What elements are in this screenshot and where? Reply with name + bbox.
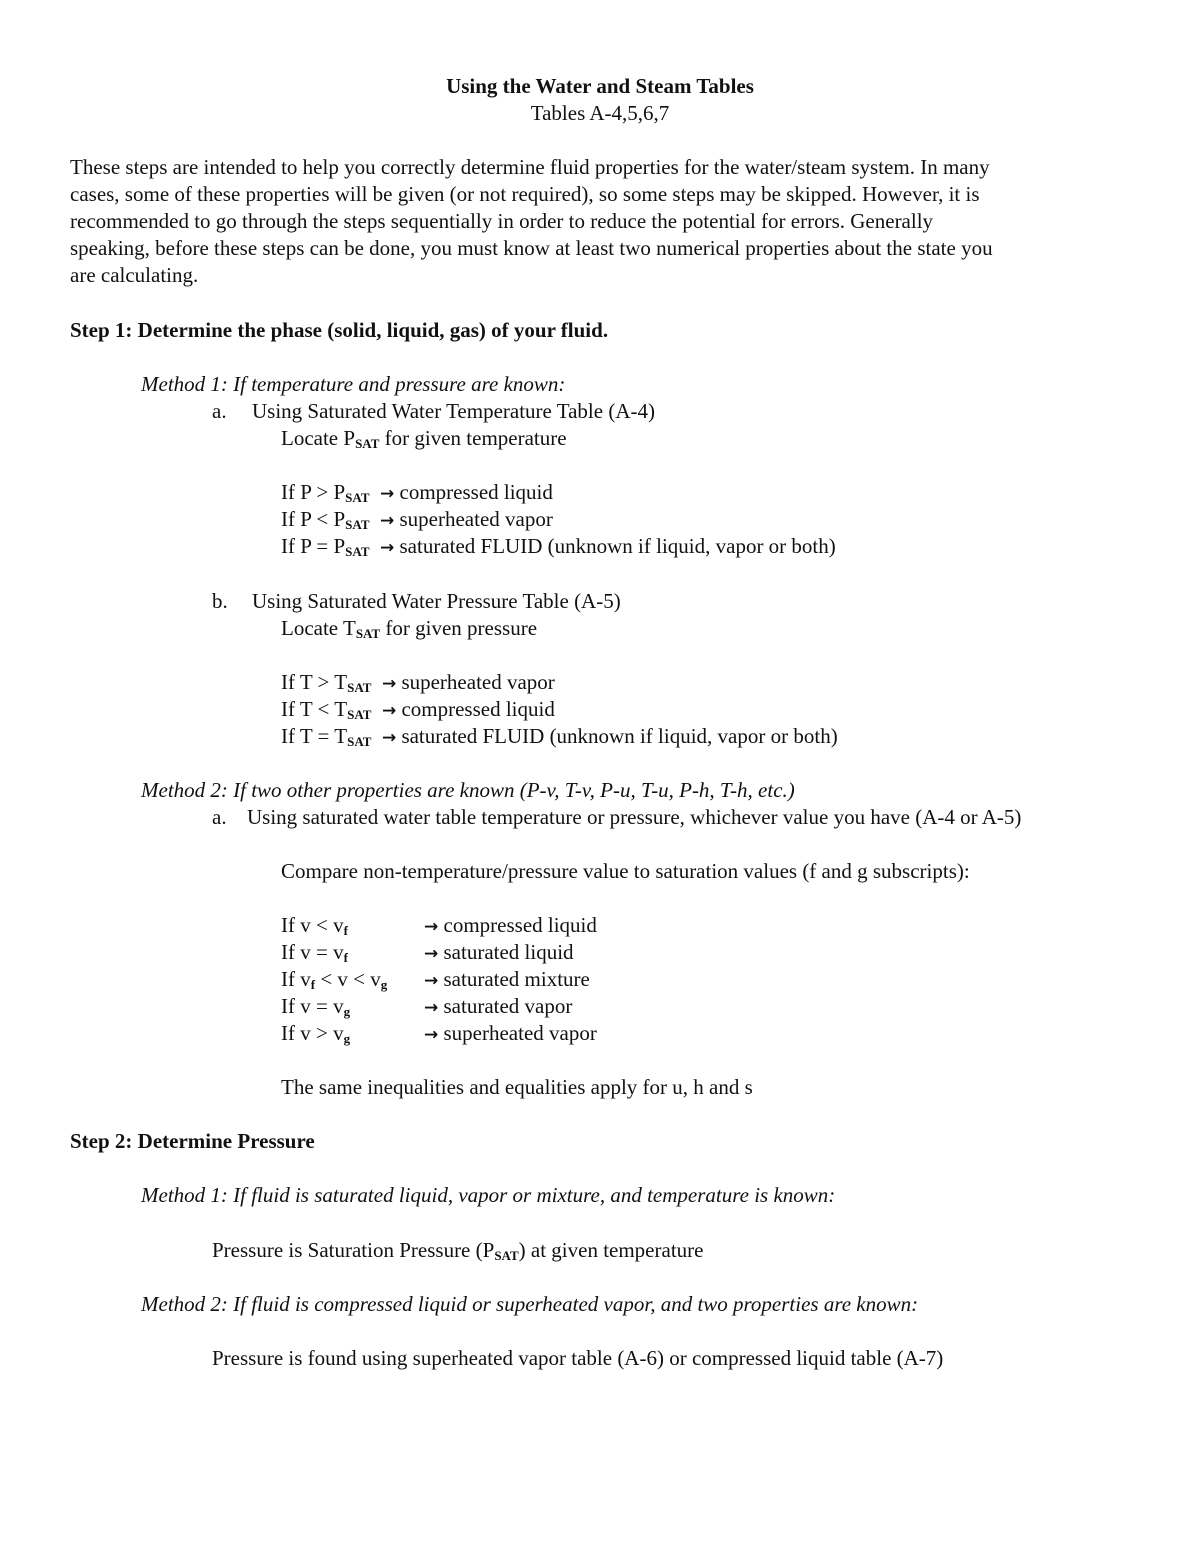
rule-condition: If T > T [281, 670, 348, 694]
rule-condition: If T = T [281, 724, 348, 748]
step1-method1-a-text: Using Saturated Water Temperature Table (A-4) [252, 399, 655, 423]
locate-post: for given temperature [379, 426, 567, 450]
rule-condition-pre: If v < v [281, 913, 344, 937]
arrow-icon: → [424, 998, 439, 1018]
arrow-icon: → [381, 728, 397, 748]
rule-result: saturated vapor [443, 994, 573, 1018]
step2-method1-text [212, 1237, 703, 1266]
intro-line: are calculating. [70, 263, 199, 287]
rule-condition [281, 912, 348, 941]
page-subtitle: Tables A-4,5,6,7 [530, 101, 670, 125]
rule-subscript: f [343, 950, 348, 965]
volume-rule [0, 993, 1200, 1020]
temperature-rule [281, 669, 555, 698]
volume-rule [0, 912, 1200, 939]
pressure-rule [281, 479, 553, 508]
arrow-icon: → [380, 484, 395, 504]
intro-line: recommended to go through the steps sequentially in order to reduce the potential for errors. Generally [70, 209, 934, 233]
rule-condition-pre: If v > v [281, 1021, 344, 1045]
rule-result: saturated FLUID (unknown if liquid, vapor or both) [399, 534, 836, 558]
pressure-pre: Pressure is Saturation Pressure (P [212, 1238, 495, 1262]
rule-condition-pre: If v [281, 967, 311, 991]
rule-condition: If P = P [281, 534, 346, 558]
rule-condition [281, 993, 350, 1022]
rule-result: saturated mixture [443, 967, 590, 991]
step2-method1-heading: Method 1: If fluid is saturated liquid, vapor or mixture, and temperature is known: [141, 1183, 836, 1207]
rule-condition-pre: If v = v [281, 994, 344, 1018]
rule-subscript: SAT [347, 680, 372, 695]
rule-result: compressed liquid [401, 697, 555, 721]
rule-subscript-2: g [380, 977, 388, 992]
rule-condition-mid: < v < v [315, 967, 381, 991]
rule-subscript: g [343, 1004, 351, 1019]
rule-result: saturated liquid [443, 940, 574, 964]
rule-result: superheated vapor [401, 670, 555, 694]
rule-subscript: g [343, 1031, 351, 1046]
step2-method2-text: Pressure is found using superheated vapor table (A-6) or compressed liquid table (A-7) [212, 1346, 944, 1370]
step1-method1-a-marker: a. [212, 399, 227, 423]
rule-condition [281, 966, 387, 995]
rule-condition-pre: If v = v [281, 940, 344, 964]
intro-line: cases, some of these properties will be given (or not required), so some steps may be skipped. However, it is [70, 182, 980, 206]
rule-subscript: SAT [345, 490, 370, 505]
rule-condition: If P > P [281, 480, 346, 504]
arrow-icon: → [424, 971, 439, 991]
step1-method2-a-marker: a. [212, 805, 227, 829]
arrow-icon: → [380, 511, 395, 531]
rule-subscript: SAT [347, 734, 372, 749]
step1-method2-a-text: Using saturated water table temperature or pressure, whichever value you have (A-4 or A-5) [247, 805, 1022, 829]
rule-subscript: f [310, 977, 316, 992]
arrow-icon: → [380, 538, 395, 558]
intro-line: These steps are intended to help you correctly determine fluid properties for the water/steam system. In many [70, 155, 990, 179]
arrow-icon: → [424, 944, 439, 964]
step1-method1-b-marker: b. [212, 589, 228, 613]
subscript-sat: SAT [494, 1248, 519, 1263]
rule-result: superheated vapor [399, 507, 553, 531]
step1-heading: Step 1: Determine the phase (solid, liquid, gas) of your fluid. [70, 318, 609, 342]
pressure-post: ) at given temperature [518, 1238, 704, 1262]
intro-line: speaking, before these steps can be done, you must know at least two numerical properties about the state you [70, 236, 993, 260]
step2-heading: Step 2: Determine Pressure [70, 1129, 315, 1153]
compare-instruction: Compare non-temperature/pressure value to saturation values (f and g subscripts): [281, 859, 970, 883]
arrow-icon: → [424, 1025, 439, 1045]
rule-result: saturated FLUID (unknown if liquid, vapor or both) [401, 724, 838, 748]
rule-condition [281, 939, 348, 968]
volume-rule [0, 966, 1200, 993]
rule-result: superheated vapor [443, 1021, 597, 1045]
page-title: Using the Water and Steam Tables [446, 74, 754, 98]
rule-subscript: SAT [347, 707, 372, 722]
volume-rule [0, 939, 1200, 966]
step1-method2-heading: Method 2: If two other properties are known (P-v, T-v, P-u, T-u, P-h, T-h, etc.) [141, 778, 795, 802]
step2-method2-heading: Method 2: If fluid is compressed liquid or superheated vapor, and two properties are known: [141, 1292, 919, 1316]
temperature-rule [281, 696, 555, 725]
arrow-icon: → [381, 674, 397, 694]
step1-method1-heading: Method 1: If temperature and pressure are known: [141, 372, 566, 396]
pressure-rule [281, 533, 836, 562]
step1-method1-b-text: Using Saturated Water Pressure Table (A-5) [252, 589, 621, 613]
arrow-icon: → [381, 701, 397, 721]
temperature-rule [281, 723, 838, 752]
subscript-sat: SAT [355, 626, 381, 641]
volume-rule [0, 1020, 1200, 1047]
pressure-rule [281, 506, 553, 535]
rule-condition [281, 1020, 350, 1049]
subscript-sat: SAT [355, 436, 380, 451]
locate-pre: Locate P [281, 426, 356, 450]
rule-subscript: SAT [345, 544, 370, 559]
rule-result: compressed liquid [443, 913, 597, 937]
locate-pre: Locate T [281, 616, 356, 640]
locate-post: for given pressure [380, 616, 538, 640]
rule-subscript: f [343, 923, 348, 938]
rule-condition: If T < T [281, 697, 348, 721]
rule-condition: If P < P [281, 507, 346, 531]
rule-subscript: SAT [345, 517, 370, 532]
inequalities-note: The same inequalities and equalities apply for u, h and s [281, 1075, 753, 1099]
arrow-icon: → [424, 917, 439, 937]
rule-result: compressed liquid [399, 480, 553, 504]
locate-psat-line [281, 425, 567, 454]
locate-tsat-line [281, 615, 537, 644]
